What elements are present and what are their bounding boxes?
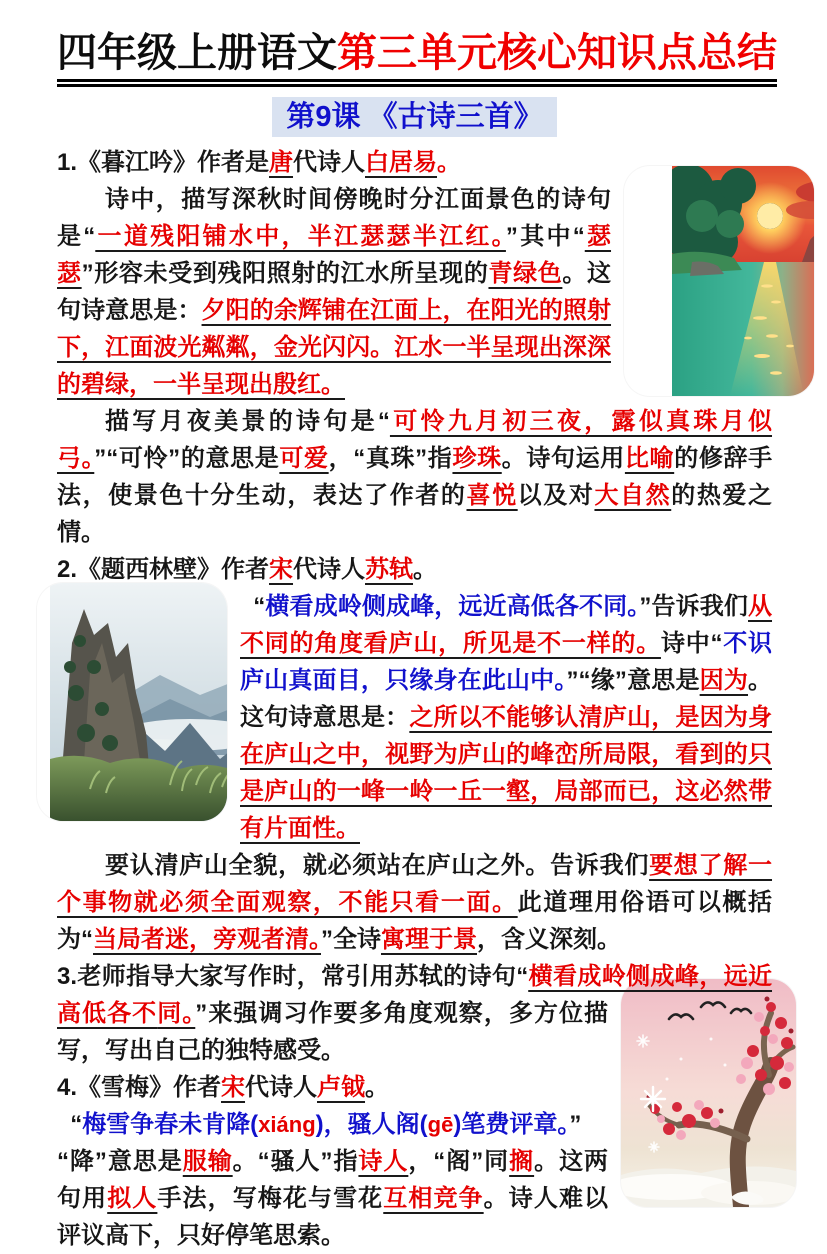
text-segment-k: “	[70, 1111, 83, 1138]
text-segment-b: 梅雪争春未肯降(	[82, 1111, 259, 1138]
text-segment-k: ”其中“	[505, 223, 585, 250]
text-segment-r: 同。	[157, 1000, 196, 1027]
text-segment-k: 代诗人	[293, 149, 366, 176]
text-segment-k: 1.《暮江吟》作者是	[57, 149, 270, 176]
para-mujiangyin-evening	[57, 181, 772, 403]
text-segment-r: 因为	[699, 667, 749, 694]
text-segment-r: 服输	[182, 1148, 233, 1175]
text-segment-r: 互相竞争	[383, 1185, 484, 1212]
text-segment-k: ”“可怜”的意思是	[94, 445, 280, 472]
text-segment-rn: xiáng	[258, 1112, 316, 1137]
text-segment-r: 寓理于景	[381, 926, 477, 953]
text-segment-k: 代诗人	[245, 1074, 318, 1101]
text-segment-k: ”告诉我们	[639, 593, 749, 620]
text-segment-b: 不识庐山真面目，只缘身在此山中。	[240, 630, 773, 694]
text-segment-r: 可怜九月初三夜，露似真珠月似弓。	[57, 408, 773, 472]
page	[0, 30, 827, 1254]
text-segment-r: 大自然	[594, 482, 672, 509]
text-segment-r: 卢钺	[317, 1074, 366, 1101]
text-segment-k: 代诗人	[293, 556, 366, 583]
text-segment-k: 。这句诗意思是：	[57, 260, 612, 324]
text-segment-k: 诗中“	[660, 630, 723, 657]
text-segment-rn: gē	[427, 1112, 454, 1137]
text-segment-k: 3.老师指导大家写作时，常引用苏轼的诗句“	[57, 963, 529, 990]
text-segment-r: 当局者迷，旁观者清。	[93, 926, 321, 953]
lesson-subtitle-row	[57, 97, 772, 137]
lesson-subtitle: 第9课 《古诗三首》	[272, 97, 556, 137]
text-segment-k: ，“真珠”指	[328, 445, 453, 472]
illustration-sunset-river	[624, 166, 814, 396]
title-unit-part: 第三单元核心知识点总结	[337, 31, 777, 75]
text-segment-k: ”来强调习作要多角度观察，多方位描写，写出自己的独特感受。	[57, 1000, 609, 1064]
title-grade-part: 四年级上册语文	[57, 31, 337, 75]
text-segment-k: 。“骚人”指	[232, 1148, 359, 1175]
item-2-tixilinbi	[57, 551, 772, 588]
plum-blossoms-art	[621, 979, 796, 1207]
illustration-misty-mountains	[37, 583, 227, 821]
text-segment-k: ”形容未受到残阳照射的江水所呈现的	[81, 260, 489, 287]
text-segment-r: 唐	[269, 149, 294, 176]
text-segment-r: 喜悦	[466, 482, 518, 509]
text-segment-r: 横看成岭侧成峰，远近高低各不	[57, 963, 773, 1027]
text-segment-k: 诗中，描写深秋时间傍晚时分江面景色的诗句是“	[57, 186, 611, 250]
misty-mountains-art	[50, 583, 227, 821]
text-segment-r: 比喻	[624, 445, 675, 472]
text-segment-k: ”	[569, 1111, 582, 1138]
text-segment-k: ，含义深刻。	[477, 926, 621, 953]
text-segment-k: 描写月夜美景的诗句是“	[105, 408, 390, 435]
text-segment-r: 宋	[269, 556, 294, 583]
text-segment-k: 的修辞手法，使景色十分生动，表达了作者的	[57, 445, 773, 509]
text-segment-k: 要认清庐山全貌，就必须站在庐山之外。告诉我们	[105, 852, 650, 879]
text-segment-b: )笔费评章。	[453, 1111, 570, 1138]
text-segment-k: 。这句诗意思是：	[240, 667, 773, 731]
text-segment-k: 2.《题西林壁》作者	[57, 556, 270, 583]
study-notes-page	[0, 30, 827, 1249]
illustration-plum-blossoms	[621, 979, 796, 1207]
para-tixilinbi-meaning	[57, 588, 772, 847]
text-segment-k: ”全诗	[321, 926, 381, 953]
content	[57, 144, 772, 1254]
sunset-river-art	[672, 166, 814, 396]
text-segment-k: 以及对	[517, 482, 595, 509]
item-3-writing-advice	[57, 958, 772, 1069]
text-segment-r: 拟人	[107, 1185, 158, 1212]
text-segment-k: ，“阁”同	[408, 1148, 510, 1175]
text-segment-r: 从不同的角度看庐山，所见是不一样的。	[240, 593, 773, 657]
text-segment-k: 。	[413, 556, 438, 583]
text-segment-r: 之所以不能够认清庐山，是因为身在庐山之中，视野为庐山的峰峦所局限，看到的只是庐山的一峰一岭一丘一壑，局部而已，这必然带有片面性。	[240, 704, 773, 842]
text-segment-k: 。诗人难以评议高下，只好停笔思索。	[57, 1185, 609, 1249]
text-segment-r: 诗人	[358, 1148, 409, 1175]
text-segment-k: “降”意思是	[57, 1148, 183, 1175]
text-segment-k: ”“缘”意思是	[566, 667, 700, 694]
text-segment-r: 搁	[509, 1148, 535, 1175]
text-segment-rp: 。	[437, 149, 462, 176]
text-segment-k: 此道理用俗语可以概括为“	[57, 889, 773, 953]
text-segment-r: 要想了解一个事物就必须全面观察，不能只看一面。	[57, 852, 773, 916]
text-segment-r: 苏轼	[365, 556, 414, 583]
text-segment-r: 一道残阳铺水中，半江瑟瑟半江红。	[95, 223, 506, 250]
text-segment-b: 横看成岭侧成峰，远近高低各不同。	[265, 593, 640, 620]
text-segment-k: 的热爱之情。	[57, 482, 773, 546]
para-mujiangyin-moonnight	[57, 403, 772, 551]
text-segment-r: 宋	[221, 1074, 246, 1101]
text-segment-r: 可爱	[279, 445, 329, 472]
text-segment-k: “	[253, 593, 266, 620]
text-segment-r: 瑟瑟	[57, 223, 612, 287]
text-segment-k: 手法，写梅花与雪花	[157, 1185, 384, 1212]
text-segment-k: 4.《雪梅》作者	[57, 1074, 222, 1101]
text-segment-k: 。诗句运用	[501, 445, 625, 472]
page-title	[57, 30, 777, 87]
page-title-text	[57, 30, 777, 87]
text-segment-r: 夕阳的余辉铺在江面上，在阳光的照射下，江面波光粼粼，金光闪闪。江水一半呈现出深深的碧绿，一半呈现出殷红。	[57, 297, 612, 398]
para-tixilinbi-lesson	[57, 847, 772, 958]
text-segment-r: 白居易	[365, 149, 438, 176]
text-segment-r: 青绿色	[488, 260, 563, 287]
text-segment-k: 。这两句用	[57, 1148, 609, 1212]
text-segment-k: 。	[365, 1074, 390, 1101]
text-segment-r: 珍珠	[452, 445, 502, 472]
text-segment-b: )，骚人阁(	[315, 1111, 428, 1138]
